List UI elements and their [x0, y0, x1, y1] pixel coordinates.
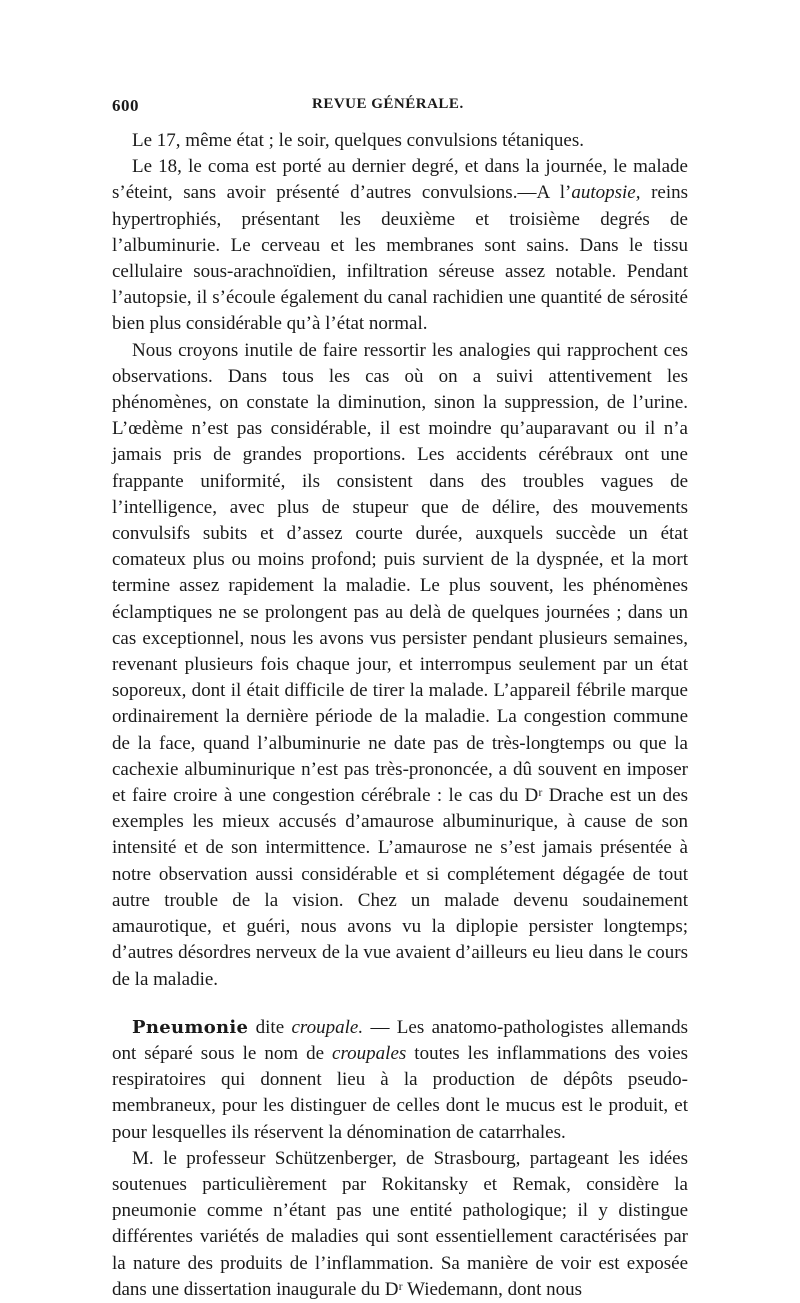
italic-term: croupales: [332, 1042, 407, 1064]
paragraph-text: reins hypertrophiés, présentant les deuxième et troisième degrés de l’albuminurie. Le cerveau et les membranes sont sains. Dans le tissu cellulaire sous-arachnoïdien, infiltration séreuse assez notable. Pendant l’autopsie, il s’écoule également du canal rachidien une quantité de sérosité bien plus considérable qu’à l’état normal.: [112, 182, 689, 335]
italic-term: autopsie,: [571, 182, 641, 204]
italic-term: croupale.: [291, 1016, 364, 1038]
section-pneumonie: [112, 1015, 688, 1303]
paragraph: [112, 1146, 688, 1303]
paragraph: [112, 128, 688, 154]
paragraph: [112, 154, 688, 337]
paragraph-text: Le 18, le coma est porté au dernier degré, et dans la journée, le malade s’éteint, sans avoir présenté d’autres convulsions.—A l’: [112, 156, 688, 204]
paragraph: [112, 1015, 688, 1146]
paragraph-text: toutes les inflammations des voies respiratoires qui donnent lieu à la production de dépôts pseudo-membraneux, pour les distinguer de celles dont le mucus est le produit, et pour lesquelles ils réservent la dénomination de catarrhales.: [112, 1042, 688, 1143]
paragraph-text: Nous croyons inutile de faire ressortir les analogies qui rapprochent ces observations. Dans tous les cas où on a suivi attentivement les phénomènes, on constate la diminution, sinon la suppression, de l’urine. L’œdème n’est pas considérable, il est moindre qu’auparavant ou il n’a jamais pris de grandes proportions. Les accidents cérébraux ont une frappante uniformité, ils consistent dans des troubles vagues de l’intelligence, avec plus de stupeur que de délire, des mouvements convulsifs subits et d’assez courte durée, auxquels succède un état comateux plus ou moins profond; puis survient de la dyspnée, et la mort termine assez rapidement la maladie. Le plus souvent, les phénomènes éclamptiques ne se prolongent pas au delà de quelques journées ; dans un cas exceptionnel, nous les avons vus persister pendant plusieurs semaines, revenant plusieurs fois chaque jour, et interrompus seulement par un état soporeux, dont il était difficile de tirer la malade. L’appareil fébrile marque ordinairement la dernière période de la maladie. La congestion commune de la face, quand l’albuminurie ne date pas de très-longtemps ou que la cachexie albuminurique n’est pas très-prononcée, a dû souvent en imposer et faire croire à une congestion cérébrale : le cas du Dʳ Drache est un des exemples les mieux accusés d’amaurose albuminurique, à cause de son intensité et de son intermittence. L’amaurose ne s’est jamais présentée à notre observation aussi considérable et si complétement dégagée de tout autre trouble de la vision. Chez un malade devenu soudainement amaurotique, et guéri, nous avons vu la diplopie persister longtemps; d’autres désordres nerveux de la vue avaient d’ailleurs eu lieu dans le cours de la maladie.: [112, 339, 688, 990]
paragraph-text: M. le professeur Schützenberger, de Strasbourg, partageant les idées soutenues particulièrement par Rokitansky et Remak, considère la pneumonie comme n’étant pas une entité pathologique; il y distingue différentes variétés de maladies qui sont essentiellement caractérisées par la nature des produits de l’inflammation. Sa manière de voir est exposée dans une dissertation inaugurale du Dʳ Wiedemann, dont nous: [112, 1147, 688, 1300]
page-number: 600: [112, 96, 139, 115]
paragraph-text: Le 17, même état ; le soir, quelques convulsions tétaniques.: [132, 130, 584, 151]
page-header: [112, 96, 688, 126]
book-page: [112, 96, 688, 1303]
running-title: REVUE GÉNÉRALE.: [312, 96, 464, 112]
section-heading: Pneumonie: [132, 1016, 249, 1038]
paragraph-text: dite: [248, 1016, 292, 1038]
paragraph-text: — Les anatomo-pathologistes allemands ont séparé sous le nom de: [112, 1016, 688, 1064]
paragraph: [112, 338, 688, 993]
